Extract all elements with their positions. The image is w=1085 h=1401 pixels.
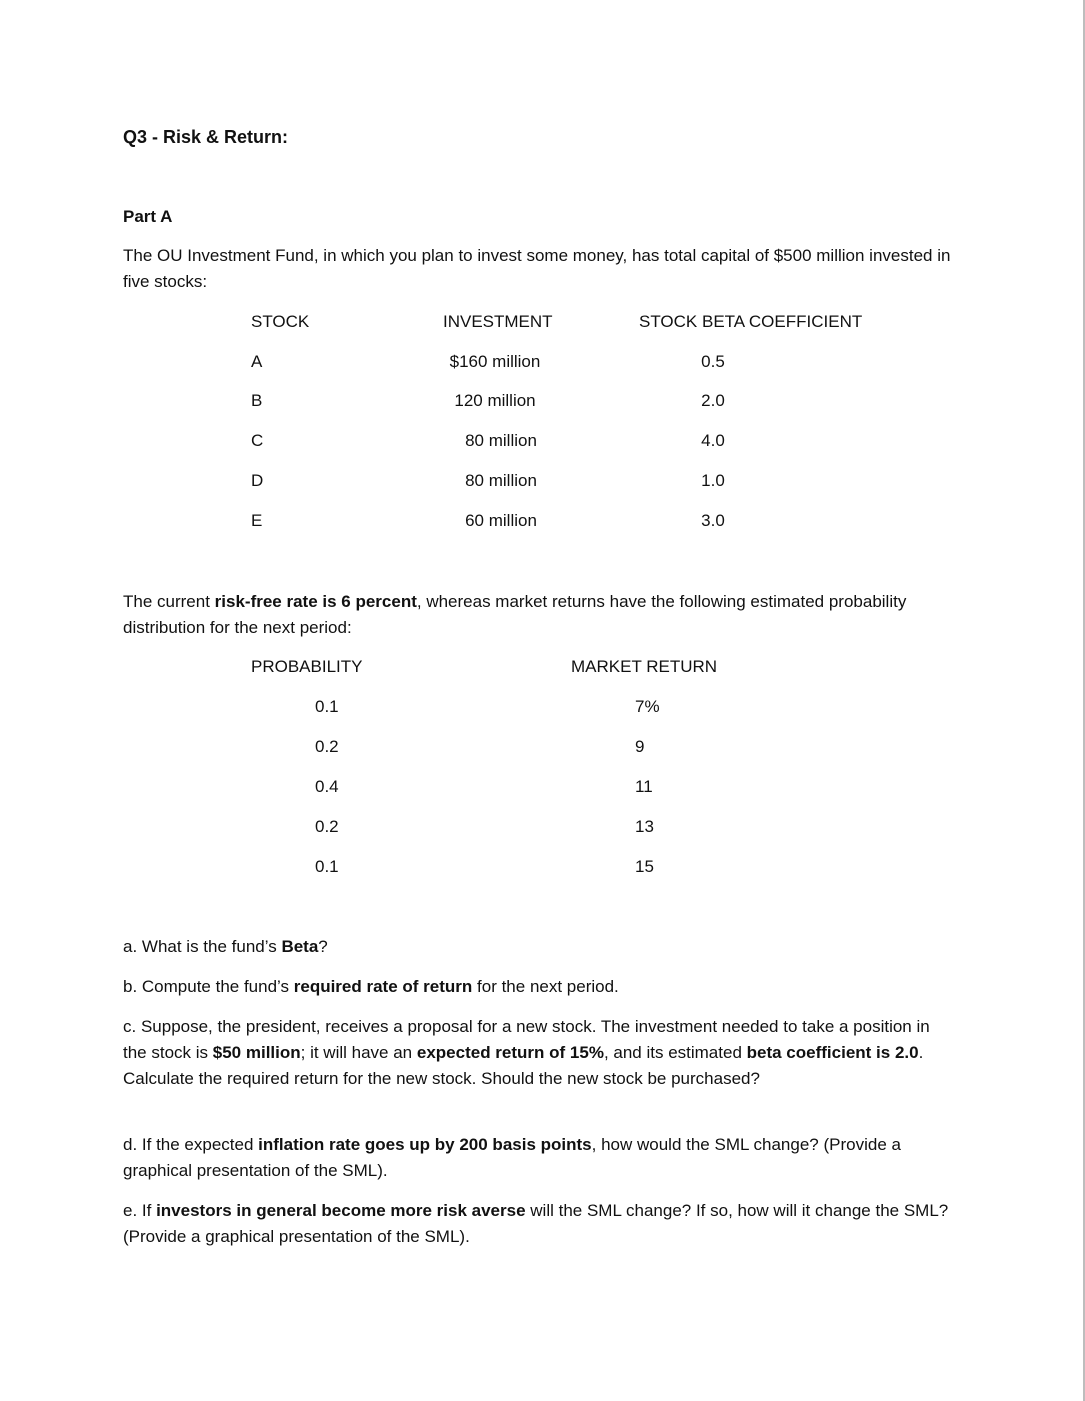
question-c-text-1: c. Suppose, the president, receives a proposal for a new stock. The investment needed to take a position in the stock is (123, 1017, 930, 1062)
question-c-text-3: , and its estimated (603, 1043, 747, 1062)
table-cell-beta: 1.0 (701, 471, 725, 490)
table-cell-stock: C (251, 431, 264, 450)
table-cell-stock: E (251, 511, 263, 530)
question-a (123, 934, 963, 960)
question-a-bold: Beta (281, 937, 319, 956)
table-cell-market-return: 9 (635, 737, 645, 756)
table-cell-market-return: 7% (635, 697, 660, 716)
question-b-bold: required rate of return (293, 977, 473, 996)
riskfree-text-pre: The current (123, 592, 215, 611)
intro-paragraph: The OU Investment Fund, in which you plan to invest some money, has total capital of $500 million invested in five stocks: (123, 246, 951, 291)
question-e (123, 1198, 953, 1250)
question-d-bold: inflation rate goes up by 200 basis points (258, 1135, 592, 1154)
table-cell-market-return: 13 (635, 817, 654, 836)
table-cell-probability: 0.1 (315, 857, 339, 876)
table-cell-market-return: 11 (635, 777, 653, 796)
question-a-post: ? (318, 937, 328, 956)
table-header-beta: STOCK BETA COEFFICIENT (639, 312, 863, 331)
table-cell-probability: 0.2 (315, 737, 339, 756)
table-cell-beta: 0.5 (701, 352, 725, 371)
question-e-post: will the SML change? If so, how will it change the SML? (Provide a graphical presentation of the SML). (123, 1201, 949, 1246)
question-b (123, 974, 963, 1000)
table-cell-investment: 80 million (465, 471, 537, 490)
riskfree-text-bold: risk-free rate is 6 percent (214, 592, 417, 611)
table-cell-probability: 0.1 (315, 697, 339, 716)
table-cell-investment: 60 million (465, 511, 537, 530)
table-cell-stock: B (251, 391, 263, 410)
table-cell-investment: 80 million (465, 431, 537, 450)
table-cell-market-return: 15 (635, 857, 654, 876)
question-c-bold-1: $50 million (212, 1043, 301, 1062)
question-title: Q3 - Risk & Return: (123, 127, 289, 147)
question-d (123, 1132, 963, 1184)
question-c (123, 1014, 953, 1092)
table-header-probability: PROBABILITY (251, 657, 363, 676)
question-e-bold: investors in general become more risk averse (156, 1201, 526, 1220)
table-cell-investment: 120 million (454, 391, 536, 410)
question-c-bold-3: beta coefficient is 2.0 (746, 1043, 919, 1062)
table-cell-probability: 0.4 (315, 777, 339, 796)
table-header-market-return: MARKET RETURN (571, 657, 718, 676)
question-c-bold-2: expected return of 15% (416, 1043, 604, 1062)
table-cell-stock: D (251, 471, 264, 490)
question-b-post: for the next period. (472, 977, 619, 996)
question-c-text-4: . Calculate the required return for the new stock. Should the new stock be purchased? (123, 1043, 924, 1088)
table-cell-investment: $160 million (449, 352, 541, 371)
table-cell-stock: A (251, 352, 263, 371)
riskfree-paragraph (123, 589, 963, 641)
question-d-post: , how would the SML change? (Provide a graphical presentation of the SML). (123, 1135, 901, 1180)
table-cell-beta: 2.0 (701, 391, 725, 410)
table-header-investment: INVESTMENT (443, 312, 553, 331)
part-heading: Part A (123, 207, 173, 226)
question-e-pre: e. If (123, 1201, 157, 1220)
question-c-text-2: ; it will have an (300, 1043, 417, 1062)
riskfree-text-post: , whereas market returns have the following estimated probability distribution for the next period: (123, 592, 907, 637)
table-header-stock: STOCK (251, 312, 310, 331)
question-d-pre: d. If the expected (123, 1135, 259, 1154)
table-cell-beta: 3.0 (701, 511, 725, 530)
question-b-pre: b. Compute the fund’s (123, 977, 294, 996)
table-cell-beta: 4.0 (701, 431, 725, 450)
table-cell-probability: 0.2 (315, 817, 339, 836)
question-a-pre: a. What is the fund’s (123, 937, 282, 956)
